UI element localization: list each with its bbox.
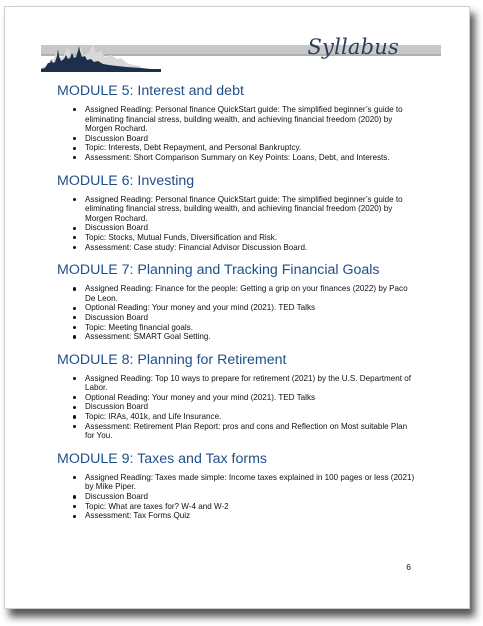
list-item: Assigned Reading: Personal finance QuickStart guide: The simplified beginner’s guide to eliminating financial stress, building wealth, and achieving financial freedom (2020) by Morgen Rochard.	[85, 195, 417, 224]
module-item-list	[57, 284, 417, 342]
module-section	[57, 262, 417, 342]
module-item-list	[57, 374, 417, 441]
module-item-list	[57, 105, 417, 163]
list-item: Optional Reading: Your money and your mind (2021). TED Talks	[85, 303, 417, 313]
list-item: Assessment: Short Comparison Summary on Key Points: Loans, Debt, and Interests.	[85, 153, 417, 163]
module-title: MODULE 5: Interest and debt	[57, 83, 244, 99]
list-item: Topic: What are taxes for? W-4 and W-2	[85, 502, 417, 512]
list-item: Topic: Stocks, Mutual Funds, Diversification and Risk.	[85, 233, 417, 243]
list-item: Topic: IRAs, 401k, and Life Insurance.	[85, 412, 417, 422]
syllabus-content	[57, 83, 417, 531]
list-item: Topic: Meeting financial goals.	[85, 323, 417, 333]
list-item: Assigned Reading: Taxes made simple: Income taxes explained in 100 pages or less (2021) by Mike Piper.	[85, 473, 417, 492]
header-title: Syllabus	[307, 35, 399, 59]
list-item: Assigned Reading: Top 10 ways to prepare for retirement (2021) by the U.S. Department of Labor.	[85, 374, 417, 393]
list-item: Discussion Board	[85, 492, 417, 502]
list-item: Assessment: Retirement Plan Report: pros and cons and Reflection on Most suitable Plan for You.	[85, 422, 417, 441]
list-item: Topic: Interests, Debt Repayment, and Personal Bankruptcy.	[85, 143, 417, 153]
list-item: Discussion Board	[85, 313, 417, 323]
module-title: MODULE 9: Taxes and Tax forms	[57, 450, 268, 467]
page-header	[41, 35, 441, 75]
module-title: MODULE 8: Planning for Retirement	[57, 351, 287, 368]
page-number: 6	[406, 562, 411, 572]
module-section	[57, 173, 417, 253]
list-item: Discussion Board	[85, 134, 417, 144]
module-item-list	[57, 473, 417, 521]
module-section	[57, 83, 417, 163]
list-item: Assigned Reading: Finance for the people: Getting a grip on your finances (2022) by Paco De Leon.	[85, 284, 417, 303]
module-section	[57, 451, 417, 521]
module-section	[57, 352, 417, 441]
list-item: Assessment: SMART Goal Setting.	[85, 332, 417, 342]
module-item-list	[57, 195, 417, 253]
list-item: Assessment: Case study: Financial Advisor Discussion Board.	[85, 243, 417, 253]
list-item: Optional Reading: Your money and your mind (2021). TED Talks	[85, 393, 417, 403]
list-item: Discussion Board	[85, 402, 417, 412]
module-title: MODULE 6: Investing	[57, 172, 195, 189]
list-item: Discussion Board	[85, 223, 417, 233]
list-item: Assigned Reading: Personal finance QuickStart guide: The simplified beginner’s guide to eliminating financial stress, building wealth, and achieving financial freedom (2020) by Morgen Rochard.	[85, 105, 417, 134]
list-item: Assessment: Tax Forms Quiz	[85, 511, 417, 521]
module-title: MODULE 7: Planning and Tracking Financial Goals	[57, 262, 380, 279]
document-page	[4, 6, 470, 609]
